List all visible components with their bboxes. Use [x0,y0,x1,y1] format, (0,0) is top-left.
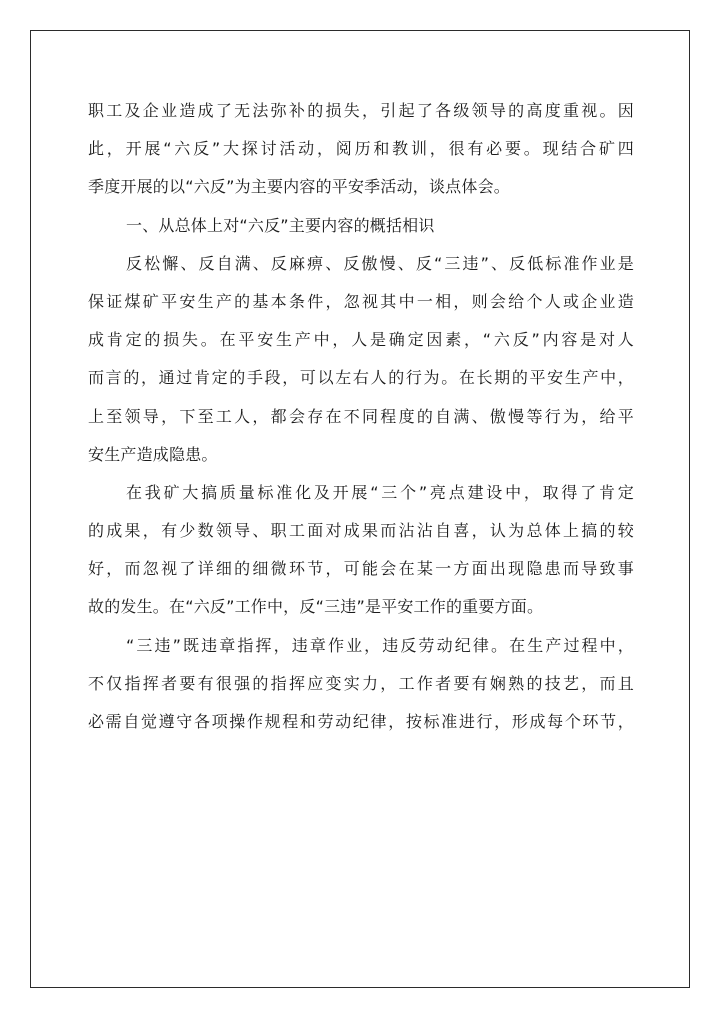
text-line: 必需自觉遵守各项操作规程和劳动纪律，按标准进行，形成每个环节， [88,712,634,731]
text-line: 在我矿大搞质量标准化及开展“三个”亮点建设中，取得了肯定 [126,482,634,502]
text-line: 职工及企业造成了无法弥补的损失，引起了各级领导的高度重视。因 [88,101,634,120]
text-line: 上至领导，下至工人，都会存在不同程度的自满、傲慢等行为，给平 [88,406,634,426]
text-line: 好，而忽视了详细的细微环节，可能会在某一方面出现隐患而导致事 [88,559,634,579]
text-line: 此，开展“六反”大探讨活动，阅历和教训，很有必要。现结合矿四 [88,139,634,159]
text-line: 保证煤矿平安生产的基本条件，忽视其中一相，则会给个人或企业造 [88,291,634,311]
text-line: 不仅指挥者要有很强的指挥应变实力，工作者要有娴熟的技艺，而且 [88,673,634,693]
text-line: 的成果，有少数领导、职工面对成果而沾沾自喜，认为总体上搞的较 [88,521,634,541]
text-line: 故的发生。在“六反”工作中，反“三违”是平安工作的重要方面。 [88,597,544,617]
text-line: 而言的，通过肯定的手段，可以左右人的行为。在长期的平安生产中， [88,368,634,388]
section-heading: 一、从总体上对“六反”主要内容的概括相识 [126,215,435,235]
text-line: 反松懈、反自满、反麻痹、反傲慢、反“三违”、反低标准作业是 [126,253,634,273]
text-line: “三违”既违章指挥，违章作业，违反劳动纪律。在生产过程中， [126,635,634,655]
document-body [88,92,634,741]
text-line: 季度开展的以“六反”为主要内容的平安季活动，谈点体会。 [88,177,510,197]
text-line: 安生产造成隐患。 [88,444,218,464]
text-line: 成肯定的损失。在平安生产中，人是确定因素，“六反”内容是对人 [88,330,634,350]
